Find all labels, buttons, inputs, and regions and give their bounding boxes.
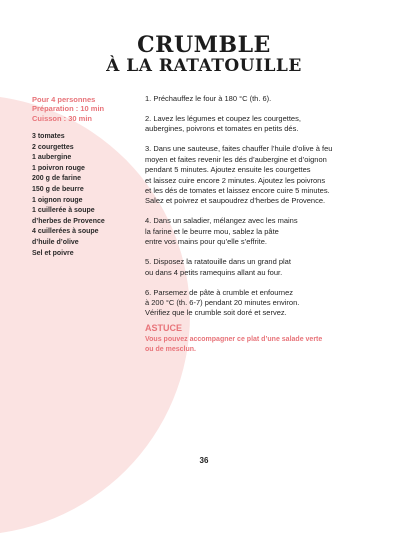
step-line: ou dans 4 petits ramequins allant au four. xyxy=(145,267,283,277)
recipe-subtitle: À LA RATATOUILLE xyxy=(106,56,302,76)
step-line: Vérifiez que le crumble soit doré et servez. xyxy=(145,308,287,318)
ingredient-item: 1 aubergine xyxy=(32,154,72,162)
ingredients-list xyxy=(32,132,138,259)
step-3 xyxy=(145,144,380,206)
ingredient-item: 1 cuillerée à soupe xyxy=(32,207,95,215)
step-line: 2. Lavez les légumes et coupez les courgettes, xyxy=(145,114,301,123)
step-line: et laissez cuire encore 2 minutes. Ajoutez les poivrons xyxy=(145,175,326,185)
ingredient-item: 3 tomates xyxy=(32,133,65,140)
step-line: 4. Dans un saladier, mélangez avec les mains xyxy=(145,216,298,226)
recipe-meta xyxy=(32,95,132,123)
step-line: moyen et faites revenir les dés d’aubergine et d’oignon xyxy=(145,154,327,164)
step-line: 3. Dans une sauteuse, faites chauffer l’huile d’olive à feu xyxy=(145,144,333,154)
step-6 xyxy=(145,288,380,319)
tip-line: Vous pouvez accompagner ce plat d’une salade verte xyxy=(145,336,323,343)
recipe-title: CRUMBLE xyxy=(137,32,271,58)
recipe-steps xyxy=(145,94,380,328)
step-line: pendant 5 minutes. Ajoutez ensuite les courgettes xyxy=(145,165,311,175)
ingredient-item: 1 poivron rouge xyxy=(32,164,85,172)
step-line: à 200 °C (th. 6-7) pendant 20 minutes environ. xyxy=(145,298,300,308)
tip-line: ou de mesclun. xyxy=(145,346,196,354)
step-line: la farine et le beurre mou, sablez la pâte xyxy=(145,226,279,236)
cook-time: Cuisson : 30 min xyxy=(32,113,93,123)
page-number: 36 xyxy=(199,456,209,465)
servings: Pour 4 personnes xyxy=(32,95,96,104)
step-line: aubergines, poivrons et tomates en petits dés. xyxy=(145,124,299,134)
step-4 xyxy=(145,216,380,247)
step-5 xyxy=(145,257,380,278)
ingredient-item: 1 oignon rouge xyxy=(32,196,83,204)
ingredient-item: d’huile d’olive xyxy=(32,238,79,246)
prep-time: Préparation : 10 min xyxy=(32,104,105,114)
step-line: 1. Préchauffez le four à 180 °C (th. 6). xyxy=(145,94,272,103)
step-2 xyxy=(145,114,380,135)
step-line: 6. Parsemez de pâte à crumble et enfournez xyxy=(145,287,294,297)
step-line: entre vos mains pour qu’elle s’effrite. xyxy=(145,237,268,247)
ingredient-item: 4 cuillerées à soupe xyxy=(32,228,99,236)
step-line: 5. Disposez la ratatouille dans un grand plat xyxy=(145,257,291,267)
ingredient-item: d’herbes de Provence xyxy=(32,217,105,225)
ingredient-item: 200 g de farine xyxy=(32,175,82,183)
ingredient-item: Sel et poivre xyxy=(32,249,74,257)
ingredient-item: 150 g de beurre xyxy=(32,185,84,193)
ingredient-item: 2 courgettes xyxy=(32,143,74,151)
step-1 xyxy=(145,94,380,104)
step-line: Salez et poivrez et saupoudrez d’herbes de Provence. xyxy=(145,196,326,206)
tip-heading: ASTUCE xyxy=(145,323,183,333)
tip-text xyxy=(145,335,395,356)
step-line: et les dés de tomates et laissez encore cuire 5 minutes. xyxy=(145,186,330,196)
